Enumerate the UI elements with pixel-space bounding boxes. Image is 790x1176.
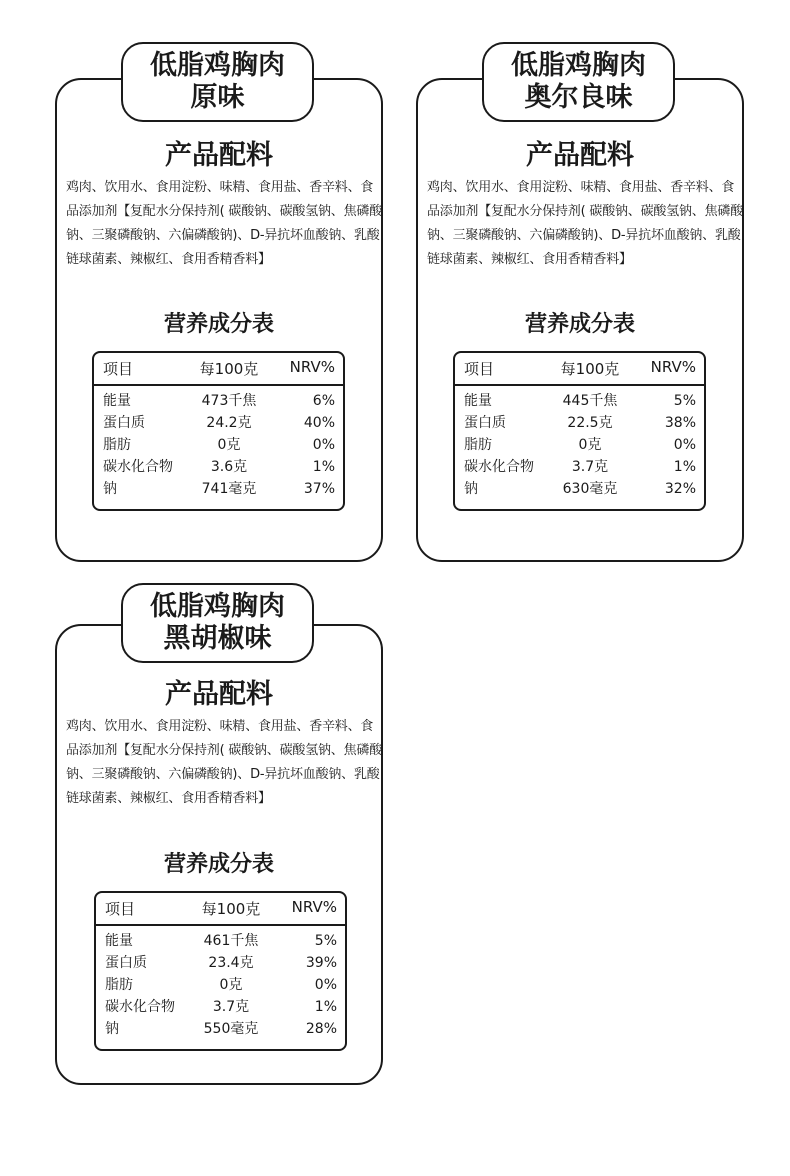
header-item: 项目: [103, 360, 134, 378]
row-nrv: 38%: [664, 415, 696, 431]
row-item: 能量: [105, 933, 133, 949]
row-value: 0克: [219, 977, 243, 993]
row-nrv: 37%: [303, 481, 335, 497]
ingredients-heading: 产品配料: [526, 140, 634, 171]
row-item: 钠: [103, 481, 117, 497]
table-row: [94, 478, 343, 500]
row-nrv: 0%: [314, 977, 337, 993]
product-name: 低脂鸡胸肉: [511, 50, 646, 81]
product-card-original: [55, 78, 383, 562]
header-per-100g: 每100克: [560, 360, 620, 378]
row-nrv: 5%: [314, 933, 337, 949]
header-nrv: NRV%: [650, 358, 696, 376]
row-value: 3.7克: [571, 459, 609, 475]
row-value: 741毫克: [201, 481, 257, 497]
table-row: [94, 434, 343, 456]
table-row: [94, 390, 343, 412]
row-nrv: 28%: [305, 1021, 337, 1037]
table-row: [94, 456, 343, 478]
product-name: 低脂鸡胸肉: [150, 591, 285, 622]
table-header: [96, 893, 345, 926]
row-value: 550毫克: [203, 1021, 259, 1037]
row-value: 24.2克: [206, 415, 252, 431]
table-row: [455, 478, 704, 500]
table-header: [94, 353, 343, 386]
row-item: 钠: [464, 481, 478, 497]
row-value: 3.6克: [210, 459, 248, 475]
ingredients-text: 鸡肉、饮用水、食用淀粉、味精、食用盐、香辛料、食品添加剂【复配水分保持剂( 碳酸钠、碳酸氢钠、焦磷酸钠、三聚磷酸钠、六偏磷酸钠)、D-异抗坏血酸钠、乳酸链球菌素、辣椒红、食用香精香料】: [66, 719, 383, 806]
table-row: [455, 390, 704, 412]
table-row: [96, 930, 345, 952]
row-item: 脂肪: [105, 977, 133, 993]
row-item: 脂肪: [464, 437, 492, 453]
nutrition-table: [453, 351, 706, 511]
row-nrv: 32%: [664, 481, 696, 497]
ingredients-heading: 产品配料: [165, 679, 273, 710]
row-nrv: 1%: [673, 459, 696, 475]
nutrition-heading: 营养成分表: [163, 852, 274, 877]
header-nrv: NRV%: [291, 898, 337, 916]
product-title-badge: [121, 42, 314, 122]
row-nrv: 0%: [673, 437, 696, 453]
product-card-orleans: [416, 78, 744, 562]
row-item: 钠: [105, 1021, 119, 1037]
flavor-name: 奥尔良味: [524, 82, 633, 113]
nutrition-table: [92, 351, 345, 511]
row-item: 能量: [103, 393, 131, 409]
ingredients-heading: 产品配料: [165, 140, 273, 171]
row-value: 23.4克: [208, 955, 254, 971]
table-header: [455, 353, 704, 386]
table-row: [96, 974, 345, 996]
row-item: 能量: [464, 393, 492, 409]
row-value: 3.7克: [212, 999, 250, 1015]
row-nrv: 40%: [303, 415, 335, 431]
table-row: [455, 434, 704, 456]
row-nrv: 6%: [312, 393, 335, 409]
table-row: [94, 412, 343, 434]
nutrition-heading: 营养成分表: [163, 312, 274, 337]
nutrition-table: [94, 891, 347, 1051]
flavor-name: 原味: [190, 82, 245, 113]
row-nrv: 1%: [314, 999, 337, 1015]
flavor-name: 黑胡椒味: [163, 623, 272, 654]
header-per-100g: 每100克: [199, 360, 259, 378]
product-name: 低脂鸡胸肉: [150, 50, 285, 81]
row-item: 碳水化合物: [464, 459, 534, 475]
row-item: 蛋白质: [105, 955, 147, 971]
product-title-badge: [121, 583, 314, 663]
row-item: 蛋白质: [103, 415, 145, 431]
table-row: [96, 996, 345, 1018]
row-value: 461千焦: [203, 933, 259, 949]
row-value: 0克: [578, 437, 602, 453]
row-value: 0克: [217, 437, 241, 453]
row-nrv: 1%: [312, 459, 335, 475]
row-item: 碳水化合物: [103, 459, 173, 475]
table-row: [96, 952, 345, 974]
product-card-black-pepper: [55, 624, 383, 1085]
row-value: 630毫克: [562, 481, 618, 497]
header-nrv: NRV%: [289, 358, 335, 376]
row-value: 473千焦: [201, 393, 257, 409]
row-item: 碳水化合物: [105, 999, 175, 1015]
ingredients-text: 鸡肉、饮用水、食用淀粉、味精、食用盐、香辛料、食品添加剂【复配水分保持剂( 碳酸钠、碳酸氢钠、焦磷酸钠、三聚磷酸钠、六偏磷酸钠)、D-异抗坏血酸钠、乳酸链球菌素、辣椒红、食用香精香料】: [66, 180, 383, 267]
row-value: 445千焦: [562, 393, 618, 409]
product-title-badge: [482, 42, 675, 122]
nutrition-heading: 营养成分表: [524, 312, 635, 337]
row-item: 脂肪: [103, 437, 131, 453]
row-value: 22.5克: [567, 415, 613, 431]
header-per-100g: 每100克: [201, 900, 261, 918]
row-nrv: 0%: [312, 437, 335, 453]
table-row: [455, 412, 704, 434]
ingredients-text: 鸡肉、饮用水、食用淀粉、味精、食用盐、香辛料、食品添加剂【复配水分保持剂( 碳酸钠、碳酸氢钠、焦磷酸钠、三聚磷酸钠、六偏磷酸钠)、D-异抗坏血酸钠、乳酸链球菌素、辣椒红、食用香精香料】: [427, 180, 744, 267]
row-nrv: 39%: [305, 955, 337, 971]
row-item: 蛋白质: [464, 415, 506, 431]
table-row: [96, 1018, 345, 1040]
table-row: [455, 456, 704, 478]
header-item: 项目: [464, 360, 495, 378]
header-item: 项目: [105, 900, 136, 918]
row-nrv: 5%: [673, 393, 696, 409]
